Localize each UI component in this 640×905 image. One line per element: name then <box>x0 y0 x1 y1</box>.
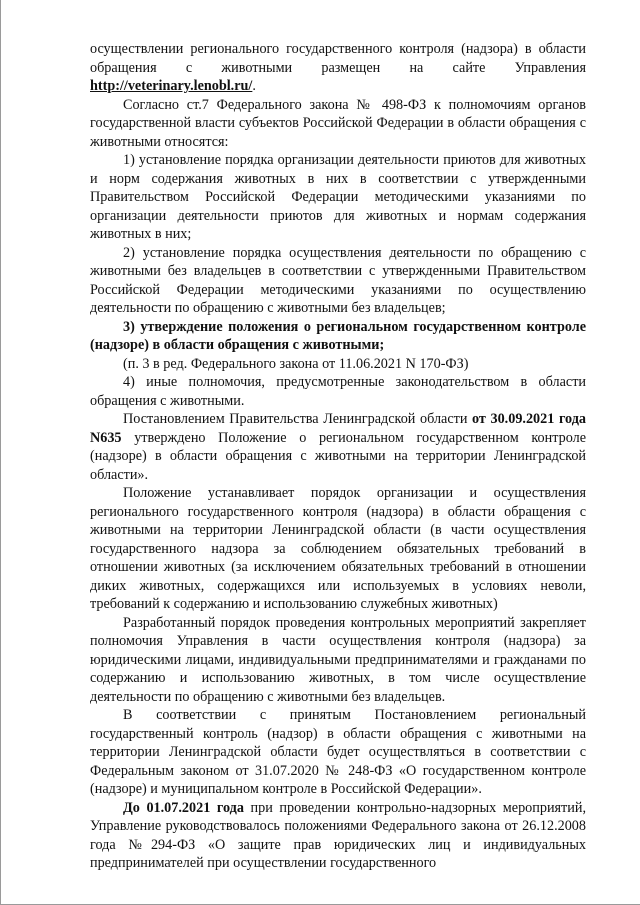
paragraph-9: Положение устанавливает порядок организации и осуществления регионального государственного контроля (надзора) в области обращения с животными на территории Ленинградской области (в части осуществления государственного надзора за соблюдением обязательных требований в отношении животных (за исключением обязательных требований в отношении диких животных, содержащихся или используемых в условиях неволи, требований к содержанию и использованию служебных животных) <box>90 485 586 612</box>
paragraph-4: 2) установление порядка осуществления деятельности по обращению с животными без владельцев в соответствии с утвержденными Правительством Российской Федерации методическими указаниями по осуществлению деятельности по обращению с животными без владельцев; <box>90 244 586 316</box>
paragraph-6: (п. 3 в ред. Федерального закона от 11.06.2021 N 170-ФЗ) <box>123 355 469 372</box>
paragraph-8 <box>90 410 586 484</box>
paragraph-8-date: от 30.09.2021 года N635 <box>90 411 586 446</box>
paragraph-8-text: Постановлением Правительства Ленинградской области <box>123 411 473 427</box>
paragraph-12-text: при проведении контрольно-надзорных мероприятий, Управление руководствовалось положениями Федерального закона от 26.12.2008 года №294-ФЗ «О защите прав юридических лиц и индивидуальных предпринимателей при осуществлении государственного <box>90 799 586 871</box>
paragraph-11: В соответствии с принятым Постановлением региональный государственный контроль (надзор) в области обращения с животными на территории Ленинградской области будет осуществляться в соответствии с Федеральным законом от 31.07.2020 № 248-ФЗ «О государственном контроле (надзоре) и муниципальном контроле в Российской Федерации». <box>90 707 586 797</box>
paragraph-1-end: . <box>252 78 256 94</box>
paragraph-10: Разработанный порядок проведения контрольных мероприятий закрепляет полномочия Управления в части осуществления контроля (надзора) за юридическими лицами, индивидуальными предпринимателями и гражданами по содержанию и использованию животных, в том числе осуществление деятельности по обращению с животными без владельцев. <box>90 614 586 705</box>
paragraph-7: 4) иные полномочия, предусмотренные законодательством в области обращения с животными. <box>90 374 586 409</box>
paragraph-3: 1) установление порядка организации деятельности приютов для животных и норм содержания животных в них в соответствии с утвержденными Правительством Российской Федерации методическими указаниями по организации деятельности приютов для животных и нормам содержания животных в них; <box>90 152 586 242</box>
paragraph-5: 3) утверждение положения о региональном государственном контроле (надзоре) в области обращения с животными; <box>90 318 586 353</box>
paragraph-12-date: До 01.07.2021 года <box>123 799 244 816</box>
paragraph-2: Согласно ст.7 Федерального закона № 498-ФЗ к полномочиям органов государственной власти субъектов Российской Федерации в области обращения с животными относятся: <box>90 96 586 150</box>
paragraph-1 <box>90 40 586 96</box>
document-body <box>90 40 586 873</box>
paragraph-1-text: осуществлении регионального государственного контроля (надзора) в области обращения с животными размещен на сайте Управления <box>90 41 586 76</box>
website-link[interactable]: http://veterinary.lenobl.ru/ <box>90 78 253 94</box>
paragraph-8-rest: утверждено Положение о региональном государственном контроле (надзоре) в области обращения с животными на территории Ленинградской области». <box>90 429 586 483</box>
paragraph-12 <box>90 799 586 873</box>
